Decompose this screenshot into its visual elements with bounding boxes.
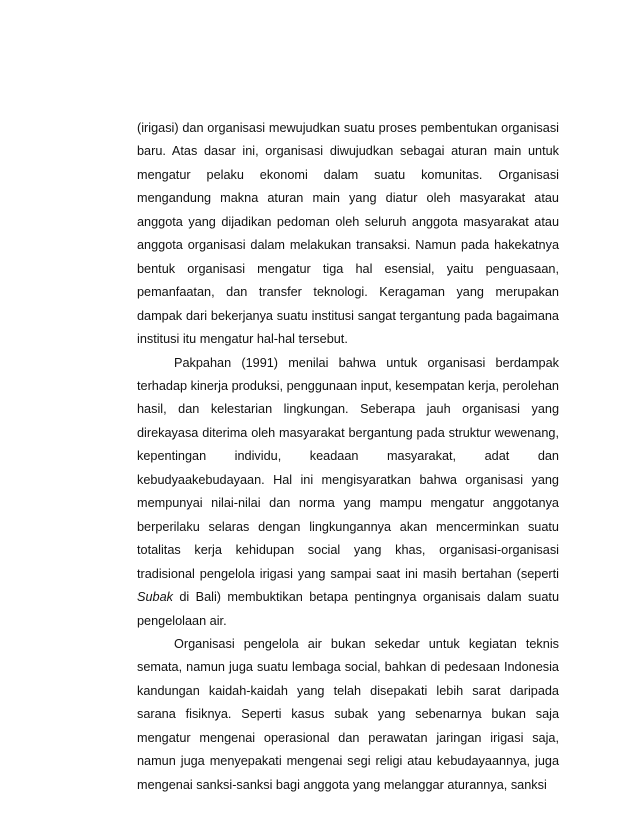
paragraph-2-text-start: Pakpahan (1991) menilai bahwa untuk organisasi berdampak terhadap kinerja produksi, penggunaan input, kesempatan kerja, perolehan hasil, dan kelestarian lingkungan. Seberapa jauh organisasi yang direkayasa diterima oleh masyarakat bergantung pada struktur wewenang, kepentingan individu, keadaan masyarakat, adat dan kebudyaakebudayaan. Hal ini mengisyaratkan bahwa organisasi yang mempunyai nilai-nilai dan norma yang mampu mengatur anggotanya berperilaku selaras dengan lingkungannya akan mencerminkan suatu totalitas kerja kehidupan social yang khas, organisasi-organisasi tradisional pengelola irigasi yang sampai saat ini masih bertahan (seperti bbox=[137, 355, 559, 581]
paragraph-3: Organisasi pengelola air bukan sekedar untuk kegiatan teknis semata, namun juga suatu lembaga social, bahkan di pedesaan Indonesia kandungan kaidah-kaidah yang telah disepakati lebih sarat daripada sarana fisiknya. Seperti kasus subak yang sebenarnya bukan saja mengatur mengenai operasional dan perawatan jaringan irigasi saja, namun juga menyepakati mengenai segi religi atau kebudayaannya, juga mengenai sanksi-sanksi bagi anggota yang melanggar aturannya, sanksi bbox=[137, 636, 559, 792]
subak-term: Subak bbox=[137, 590, 173, 605]
paragraph-2-text-end: di Bali) membuktikan betapa pentingnya organisais dalam suatu pengelolaan air. bbox=[137, 590, 559, 628]
body-text bbox=[137, 117, 559, 797]
paragraph-1: (irigasi) dan organisasi mewujudkan suatu proses pembentukan organisasi baru. Atas dasar ini, organisasi diwujudkan sebagai aturan main untuk mengatur pelaku ekonomi dalam suatu komunitas. Organisasi mengandung makna aturan main yang diatur oleh masyarakat atau anggota yang dijadikan pedoman oleh seluruh anggota masyarakat atau anggota organisasi dalam melakukan transaksi. Namun pada hakekatnya bentuk organisasi mengatur tiga hal esensial, yaitu penguasaan, pemanfaatan, dan transfer teknologi. Keragaman yang merupakan dampak dari bekerjanya suatu institusi sangat tergantung pada bagaimana institusi itu mengatur hal-hal tersebut. bbox=[137, 121, 559, 347]
paragraph-2 bbox=[137, 352, 559, 633]
